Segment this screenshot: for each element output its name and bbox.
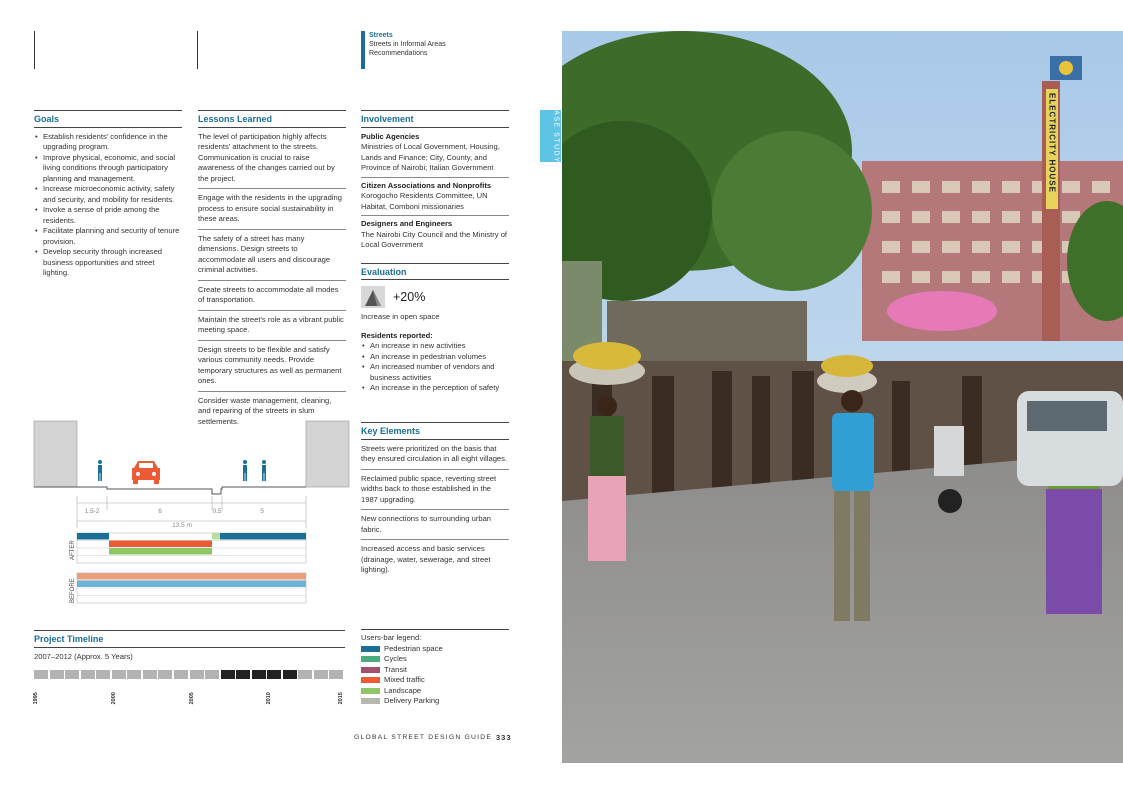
timeline-bar xyxy=(34,670,345,679)
timeline-year-cell xyxy=(329,670,343,679)
timeline-year-cell xyxy=(298,670,312,679)
goal-item: • Develop security through increased business opportunities and street lighting. xyxy=(34,247,182,279)
before-label: BEFORE xyxy=(70,578,76,603)
timeline-year-cell xyxy=(283,670,297,679)
goals-section xyxy=(34,110,182,279)
timeline-year-cell xyxy=(34,670,48,679)
involvement-group-text: Korogocho Residents Committee, UN Habitat, Comboni missionaries xyxy=(361,191,488,211)
dimension-label: 0.5 xyxy=(212,508,222,515)
breadcrumb-section: Streets xyxy=(369,32,393,39)
involvement-group-text: Ministries of Local Government, Housing, Lands and Finance; City, County, and Province of Nairobi; Italian Government xyxy=(361,142,500,172)
key-element-item: New connections to surrounding urban fabric. xyxy=(361,514,509,540)
ground-profile xyxy=(34,487,306,494)
legend-item xyxy=(361,686,509,697)
case-study-label: CASE STUDY xyxy=(552,103,560,164)
involvement-section xyxy=(361,110,509,394)
goal-item: • Establish residents' confidence in the upgrading program. xyxy=(34,132,182,153)
after-label: AFTER xyxy=(70,540,76,560)
top-rule-left xyxy=(34,31,35,69)
timeline-section xyxy=(32,630,345,705)
lessons-section xyxy=(198,110,346,435)
after-users-bar xyxy=(77,533,306,563)
legend-label: Delivery Parking xyxy=(384,696,440,705)
timeline-year-label: 2015 xyxy=(337,692,344,705)
lesson-item: Consider waste management, cleaning, and repairing of the streets in slum settlements. xyxy=(198,395,332,426)
after-mixed-traffic xyxy=(109,541,212,548)
involvement-group-title: Public Agencies xyxy=(361,131,420,141)
resident-item: • An increase in the perception of safety xyxy=(361,383,509,394)
key-elements-heading: Key Elements xyxy=(361,422,509,440)
after-landscape xyxy=(212,533,220,540)
lessons-heading: Lessons Learned xyxy=(198,110,346,128)
building-right xyxy=(306,421,349,487)
timeline-year-cell xyxy=(174,670,188,679)
open-space-icon xyxy=(361,286,385,308)
goal-item: • Increase microeconomic activity, safety and security, and mobility for residents. xyxy=(34,184,182,205)
street-section-diagram xyxy=(30,418,350,610)
timeline-year-cell xyxy=(127,670,141,679)
timeline-year-label: 2005 xyxy=(188,692,195,705)
dimension-total: 13.5 m xyxy=(172,522,192,529)
street-scene-illustration xyxy=(562,31,1123,763)
timeline-year-label: 1995 xyxy=(32,692,39,705)
pedestrian-woman-left xyxy=(588,396,626,561)
before-mid-band xyxy=(77,581,306,588)
goals-heading: Goals xyxy=(34,110,182,128)
goal-item: • Facilitate planning and security of tenure provision. xyxy=(34,226,182,247)
goal-item: • Invoke a sense of pride among the residents. xyxy=(34,205,182,226)
lesson-item: The safety of a street has many dimensions. Design streets to accommodate all users and discourage criminal activities. xyxy=(198,234,346,281)
timeline-year-cell xyxy=(50,670,64,679)
pedestrian-icon xyxy=(243,460,247,481)
key-element-item: Increased access and basic services (drainage, water, sewerage, and street lighting). xyxy=(361,544,491,574)
before-users-bar xyxy=(77,573,306,603)
resident-item: • An increase in pedestrian volumes xyxy=(361,352,509,363)
timeline-year-cell xyxy=(205,670,219,679)
dimension-label: 1.5-2 xyxy=(84,508,100,515)
timeline-year-cell xyxy=(65,670,79,679)
timeline-year-cell xyxy=(267,670,281,679)
legend-item xyxy=(361,665,509,676)
street-market-photo xyxy=(562,31,1123,763)
electricity-house-sign: ELECTRICITY HOUSE xyxy=(1047,93,1057,193)
timeline-year-cell xyxy=(236,670,250,679)
evaluation-metric xyxy=(361,286,509,308)
breadcrumb-subsection: Streets in Informal Areas xyxy=(369,41,446,48)
timeline-year-label: 2010 xyxy=(266,692,273,705)
involvement-group-title: Citizen Associations and Nonprofits xyxy=(361,180,492,190)
residents-list xyxy=(361,341,509,394)
after-pedestrian-left xyxy=(77,533,109,540)
timeline-year-label: 2000 xyxy=(110,692,117,705)
evaluation-heading: Evaluation xyxy=(361,263,509,281)
key-element-item: Streets were prioritized on the basis that they ensured circulation in all eight villages. xyxy=(361,444,509,470)
legend-item xyxy=(361,696,509,707)
evaluation-metric-label: Increase in open space xyxy=(361,312,440,321)
involvement-group xyxy=(361,181,509,217)
timeline-years xyxy=(32,679,345,705)
legend-item xyxy=(361,675,509,686)
case-study-tab xyxy=(540,103,561,164)
pedestrian-icon xyxy=(262,460,266,481)
timeline-year-cell xyxy=(252,670,266,679)
timeline-year-cell xyxy=(96,670,110,679)
page-number: 333 xyxy=(496,733,512,742)
timeline-year-cell xyxy=(143,670,157,679)
involvement-group xyxy=(361,132,509,178)
involvement-group-text: The Nairobi City Council and the Ministry of Local Government xyxy=(361,229,508,249)
dimension-label: 5 xyxy=(260,508,264,515)
timeline-year-cell xyxy=(221,670,235,679)
lesson-item: Maintain the street's role as a vibrant public meeting space. xyxy=(198,315,346,341)
legend-swatch xyxy=(361,667,380,673)
dimension-label: 6 xyxy=(158,508,162,515)
resident-item: • An increased number of vendors and business activities xyxy=(361,362,509,383)
involvement-group-title: Designers and Engineers xyxy=(361,219,453,228)
timeline-subtitle: 2007–2012 (Approx. 5 Years) xyxy=(34,651,133,661)
legend-swatch xyxy=(361,688,380,694)
lesson-item: Create streets to accommodate all modes of transportation. xyxy=(198,285,346,311)
breadcrumb-page: Recommendations xyxy=(369,50,428,57)
timeline-year-cell xyxy=(158,670,172,679)
legend-label: Cycles xyxy=(384,654,407,663)
timeline-year-cell xyxy=(190,670,204,679)
key-element-item: Reclaimed public space, reverting street widths back to those established in the 1987 upgrading. xyxy=(361,474,509,511)
after-pedestrian-right xyxy=(220,533,306,540)
before-top-band xyxy=(77,573,306,580)
legend-label: Landscape xyxy=(384,685,422,695)
key-elements-section xyxy=(361,422,509,576)
legend-swatch xyxy=(361,646,380,652)
breadcrumb xyxy=(361,31,446,69)
users-legend-title: Users-bar legend: xyxy=(361,633,422,642)
involvement-group xyxy=(361,219,509,251)
legend-swatch xyxy=(361,677,380,683)
resident-item: • An increase in new activities xyxy=(361,341,509,352)
after-landscape-strip xyxy=(109,548,212,555)
footer-guide-title: GLOBAL STREET DESIGN GUIDE xyxy=(354,734,493,741)
legend-label: Mixed traffic xyxy=(384,675,425,684)
top-rule-middle xyxy=(197,31,198,69)
lesson-item: Design streets to be flexible and satisfy various community needs. Provide temporary structures as well as permanent ones. xyxy=(198,345,346,392)
legend-swatch xyxy=(361,698,380,704)
evaluation-metric-value: +20% xyxy=(393,289,426,304)
lesson-item: Engage with the residents in the upgrading process to ensure social sustainability in these areas. xyxy=(198,193,346,230)
timeline-heading: Project Timeline xyxy=(34,630,345,648)
legend-item xyxy=(361,644,509,655)
goals-list xyxy=(34,132,182,279)
legend-label: Pedestrian space xyxy=(384,643,443,653)
involvement-heading: Involvement xyxy=(361,110,509,128)
lesson-item: The level of participation highly affects residents' attachment to the streets. Communication is crucial to raise awareness of the changes carried out by the project. xyxy=(198,132,346,190)
legend-item xyxy=(361,654,509,665)
timeline-year-cell xyxy=(81,670,95,679)
pedestrian-icon xyxy=(98,460,102,481)
legend-label: Transit xyxy=(384,664,407,674)
goal-item: • Improve physical, economic, and social living conditions through participatory planning and management. xyxy=(34,153,182,185)
legend-swatch xyxy=(361,656,380,662)
users-legend xyxy=(361,629,509,707)
timeline-year-cell xyxy=(314,670,328,679)
residents-title: Residents reported: xyxy=(361,330,433,340)
car-icon xyxy=(132,461,160,484)
building-left xyxy=(34,421,77,487)
timeline-year-cell xyxy=(112,670,126,679)
